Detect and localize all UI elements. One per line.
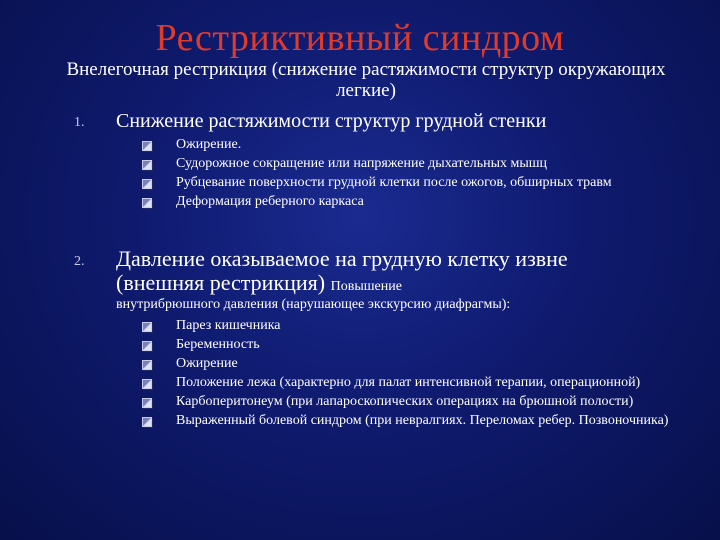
- list-item: Карбоперитонеум (при лапароскопических операциях на брюшной полости): [142, 394, 702, 410]
- slide-subtitle: Внелегочная рестрикция (снижение растяжимости структур окружающих легкие): [66, 59, 666, 101]
- square-bullet-icon: [142, 360, 152, 370]
- square-bullet-icon: [142, 398, 152, 408]
- list-item: Деформация реберного каркаса: [142, 194, 702, 210]
- list-item: Положение лежа (характерно для палат интенсивной терапии, операционной): [142, 375, 702, 391]
- square-bullet-icon: [142, 179, 152, 189]
- section1-number: 1.: [74, 115, 85, 130]
- square-bullet-icon: [142, 379, 152, 389]
- section2-number: 2.: [74, 254, 85, 269]
- section2-list: [142, 318, 702, 432]
- square-bullet-icon: [142, 160, 152, 170]
- section1-heading: Снижение растяжимости структур грудной стенки: [116, 110, 547, 132]
- section2-heading-tail: Повышение: [330, 279, 402, 294]
- section1-list: [142, 137, 702, 213]
- square-bullet-icon: [142, 341, 152, 351]
- list-item: Беременность: [142, 337, 702, 353]
- square-bullet-icon: [142, 141, 152, 151]
- section2-continuation: внутрибрюшного давления (нарушающее экскурсию диафрагмы):: [116, 297, 511, 312]
- slide-title: Рестриктивный синдром: [155, 17, 565, 59]
- list-item: Парез кишечника: [142, 318, 702, 334]
- square-bullet-icon: [142, 198, 152, 208]
- square-bullet-icon: [142, 417, 152, 427]
- list-item: Судорожное сокращение или напряжение дыхательных мышц: [142, 156, 702, 172]
- list-item: Рубцевание поверхности грудной клетки после ожогов, обширных травм: [142, 175, 702, 191]
- list-item: Ожирение.: [142, 137, 702, 153]
- list-item: Выраженный болевой синдром (при невралгиях. Переломах ребер. Позвоночника): [142, 413, 702, 429]
- square-bullet-icon: [142, 322, 152, 332]
- list-item: Ожирение: [142, 356, 702, 372]
- section2-heading: Давление оказываемое на грудную клетку извне (внешняя рестрикция) Повышение: [116, 246, 568, 295]
